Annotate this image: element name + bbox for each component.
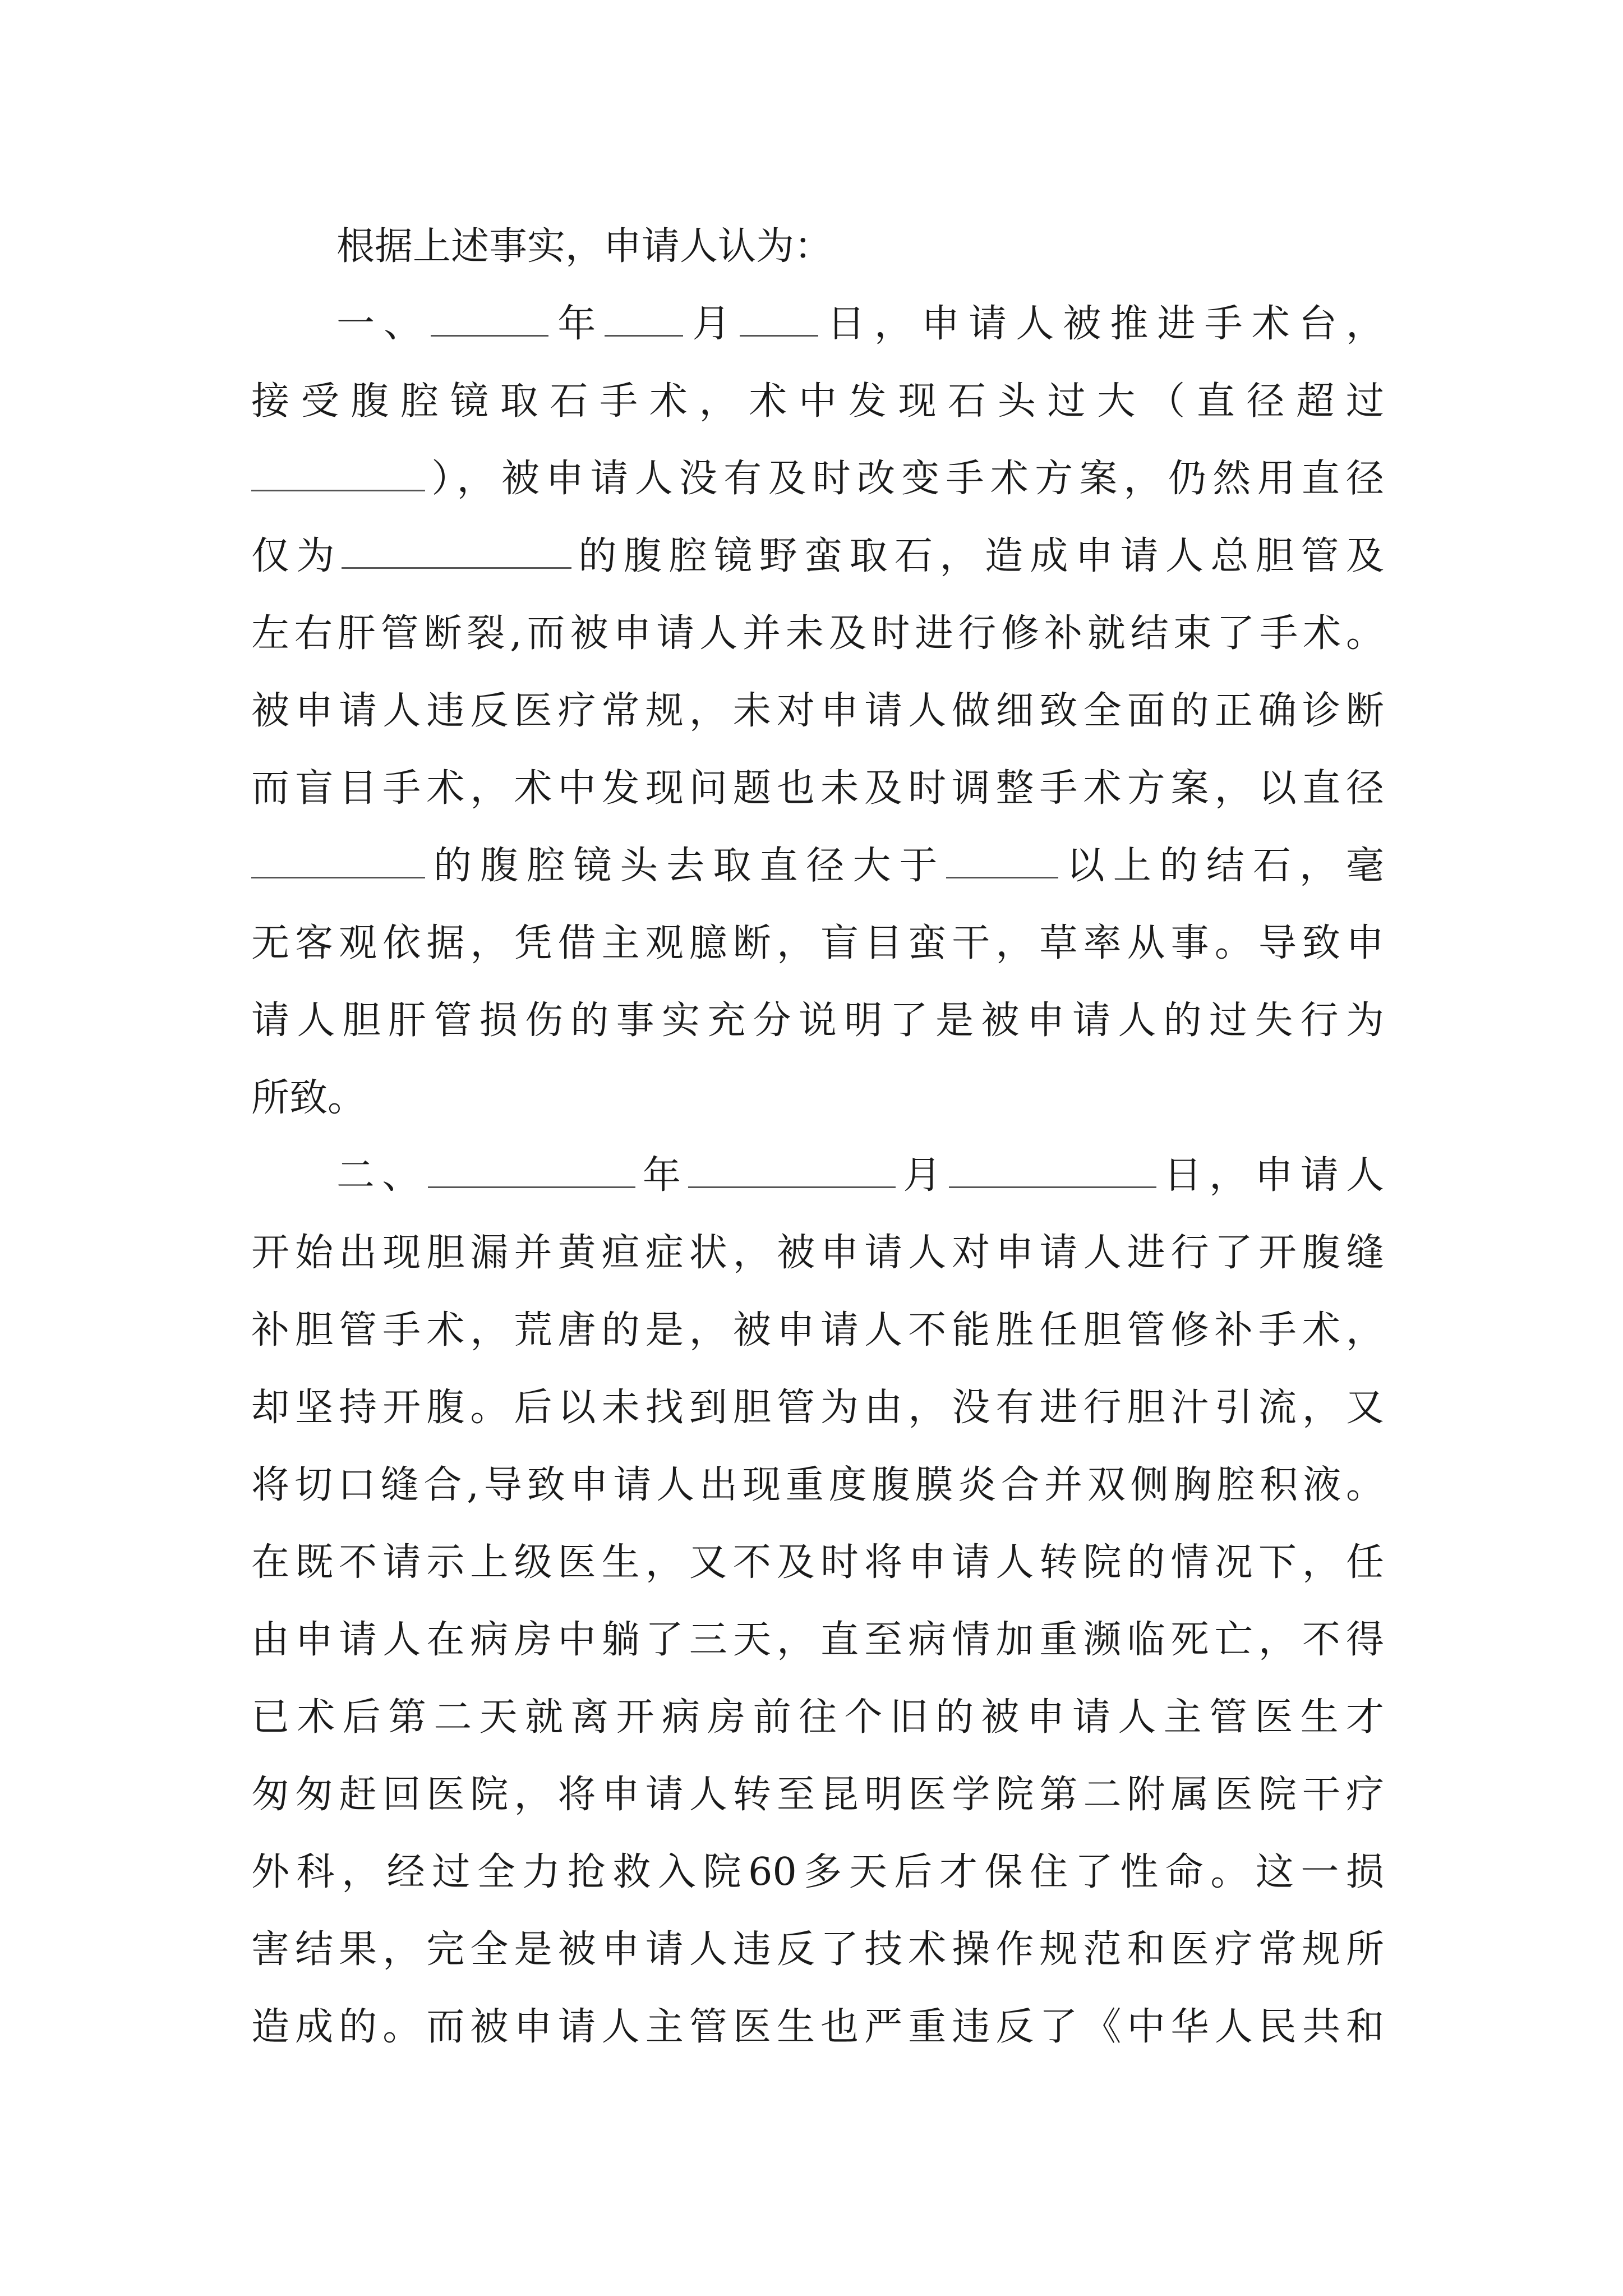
text-segment: 二、 [336,1153,428,1198]
text-segment: 被申请人违反医疗常规，未对申请人做细致全面的正确诊断 [251,689,1384,733]
blank-day [949,1153,1156,1188]
paragraph-one-line-4 [251,517,1384,596]
paragraph-two-line-2 [251,1214,1384,1292]
blank-year [428,1153,635,1188]
paragraph-one-line-5 [251,595,1384,673]
blank-month [605,301,683,337]
paragraph-two-line-10 [251,1833,1384,1912]
paragraph-one-line-6 [251,672,1384,751]
text-segment: 开始出现胆漏并黄疸症状，被申请人对申请人进行了开腹缝 [251,1231,1384,1275]
paragraph-two-line-11 [251,1911,1384,1989]
text-segment: 接受腹腔镜取石手术，术中发现石头过大（直径超过 [251,379,1384,424]
blank-stone-size [946,843,1058,878]
paragraph-intro-line [336,208,1384,286]
text-segment: 已术后第二天就离开病房前往个旧的被申请人主管医生才 [251,1695,1384,1740]
text-segment: 年 [548,302,605,346]
text-segment: 无客观依据，凭借主观臆断，盲目蛮干，草率从事。导致申 [251,921,1384,965]
text-segment: 以上的结石，毫 [1058,844,1384,888]
text-segment: 日，申请人被推进手术台， [818,302,1384,346]
paragraph-one-line-9 [251,904,1384,983]
text-segment: ），被申请人没有及时改变手术方案，仍然用直径 [425,457,1384,501]
text-segment: 外科，经过全力抢救入院60多天后才保住了性命。这一损 [251,1850,1384,1894]
paragraph-one-line-7 [251,749,1384,828]
paragraph-two-line-12 [251,1988,1384,2067]
paragraph-one-line-10 [251,982,1384,1060]
text-segment: 的腹腔镜头去取直径大于 [425,844,946,888]
paragraph-one-line-11 [251,1059,1384,1138]
text-segment: 月 [683,302,740,346]
text-segment: 匆匆赶回医院，将申请人转至昆明医学院第二附属医院干疗 [251,1773,1384,1817]
paragraph-two-line-1 [336,1137,1384,1215]
text-segment: 请人胆肝管损伤的事实充分说明了是被申请人的过失行为 [251,999,1384,1043]
blank-stone-diameter [251,456,425,491]
paragraph-two-line-4 [251,1369,1384,1447]
text-segment: 害结果，完全是被申请人违反了技术操作规范和医疗常规所 [251,1927,1384,1972]
paragraph-two-line-7 [251,1601,1384,1680]
blank-day [740,301,818,337]
text-segment: 月 [896,1153,949,1198]
paragraph-one-line-1 [336,285,1384,364]
text-segment: 将切口缝合,导致申请人出现重度腹膜炎合并双侧胸腔积液。 [251,1463,1384,1507]
text-segment: 一、 [336,302,431,346]
text-segment: 补胆管手术，荒唐的是，被申请人不能胜任胆管修补手术， [251,1308,1384,1352]
text-segment: 日，申请人 [1156,1153,1384,1198]
blank-lens-diameter [251,843,425,878]
paragraph-two-line-3 [251,1291,1384,1370]
text-segment: 在既不请示上级医生，又不及时将申请人转院的情况下，任 [251,1540,1384,1585]
text-segment: 仅为 [251,534,342,578]
text-segment: 年 [635,1153,689,1198]
text-segment: 根据上述事实，申请人认为： [336,224,833,269]
text-segment: 的腹腔镜野蛮取石，造成申请人总胆管及 [571,534,1384,578]
paragraph-one-line-2 [251,362,1384,441]
blank-month [688,1153,896,1188]
text-segment: 却坚持开腹。后以未找到胆管为由，没有进行胆汁引流，又 [251,1386,1384,1430]
paragraph-one-line-8 [251,827,1384,905]
text-segment: 左右肝管断裂,而被申请人并未及时进行修补就结束了手术。 [251,611,1384,656]
paragraph-two-line-8 [251,1678,1384,1757]
paragraph-one-line-3 [251,440,1384,518]
paragraph-two-line-9 [251,1756,1384,1834]
text-segment: 由申请人在病房中躺了三天，直至病情加重濒临死亡，不得 [251,1618,1384,1662]
paragraph-two-line-5 [251,1446,1384,1525]
text-segment: 所致。 [251,1076,366,1120]
paragraph-two-line-6 [251,1524,1384,1602]
blank-scope-diameter [342,533,571,569]
text-segment: 而盲目手术，术中发现问题也未及时调整手术方案，以直径 [251,766,1384,811]
text-segment: 造成的。而被申请人主管医生也严重违反了《中华人民共和 [251,2005,1384,2049]
blank-year [431,301,548,337]
